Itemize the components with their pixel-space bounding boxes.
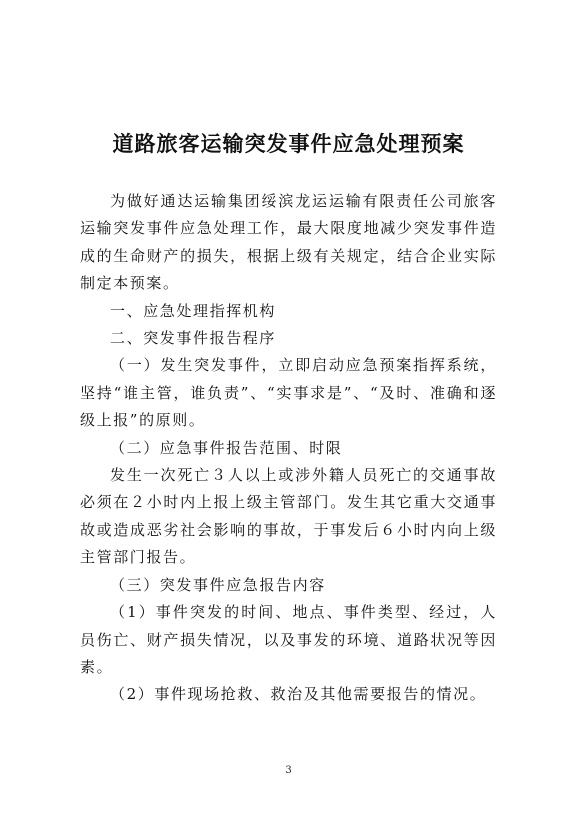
- paragraph-content-item-2: （2）事件现场抢救、救治及其他需要报告的情况。: [110, 685, 487, 704]
- paragraph-time-limits: 发生一次死亡３人以上或涉外籍人员死亡的交通事故必须在２小时内上报上级主管部门。发生其它重大交通事故或造成恶劣社会影响的事故，于事发后６小时内向上级主管部门报告。: [80, 466, 497, 567]
- page-number: 3: [285, 765, 292, 776]
- heading-command-organization: 一、应急处理指挥机构: [110, 301, 277, 320]
- paragraph-principles: （一）发生突发事件，立即启动应急预案指挥系统，坚持“谁主管，谁负责”、“实事求是”、“及时、准确和逐级上报”的原则。: [80, 356, 497, 430]
- heading-report-content: （三）突发事件应急报告内容: [110, 575, 326, 594]
- heading-report-scope: （二）应急事件报告范围、时限: [110, 438, 343, 457]
- heading-reporting-procedure: 二、突发事件报告程序: [110, 329, 277, 348]
- document-title: 道路旅客运输突发事件应急处理预案: [112, 132, 465, 156]
- document-body: [80, 188, 497, 709]
- paragraph-intro: 为做好通达运输集团绥滨龙运运输有限责任公司旅客运输突发事件应急处理工作，最大限度地减少突发事件造成的生命财产的损失，根据上级有关规定，结合企业实际制定本预案。: [80, 192, 497, 293]
- paragraph-content-item-1: （1）事件突发的时间、地点、事件类型、经过，人员伤亡、财产损失情况，以及事发的环境、道路状况等因素。: [80, 603, 497, 676]
